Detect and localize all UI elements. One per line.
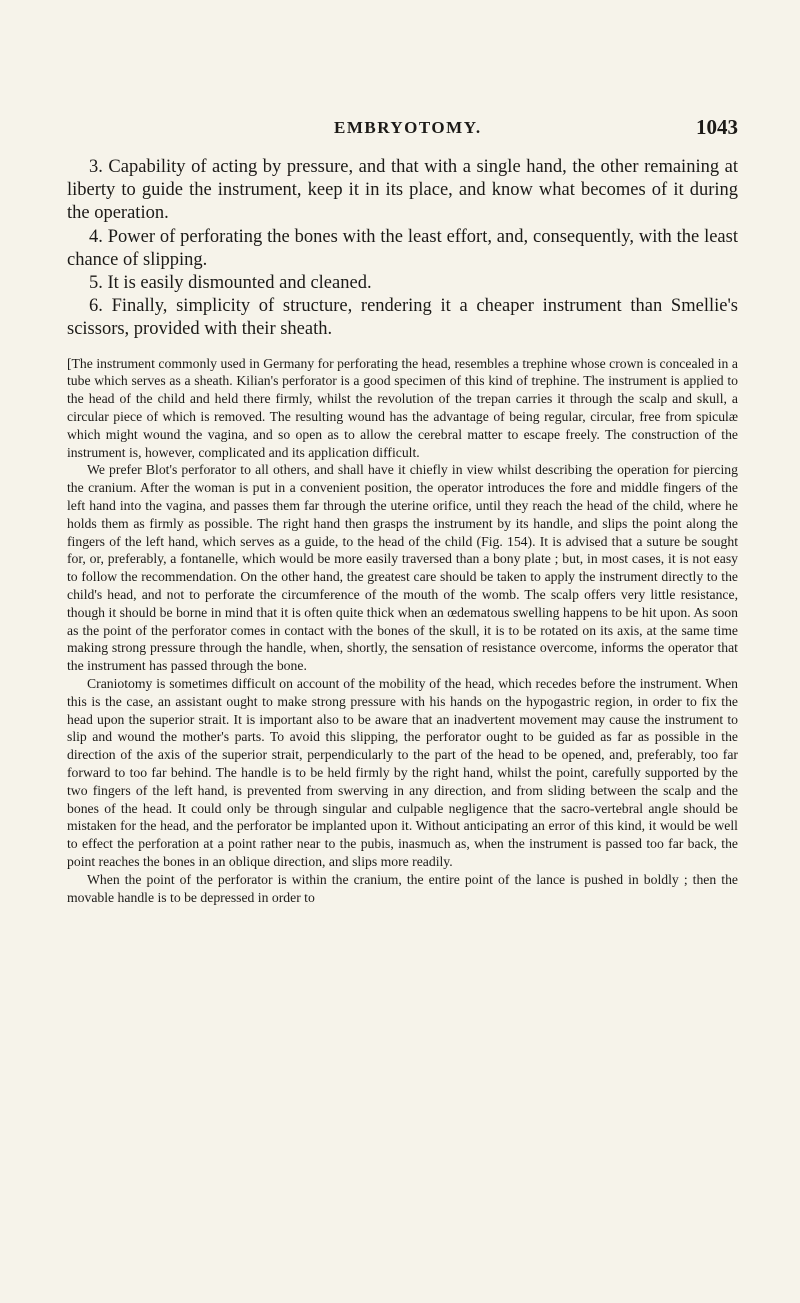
point-5: 5. It is easily dismounted and cleaned. [89, 273, 372, 294]
note-paragraph: Craniotomy is sometimes difficult on account of the mobility of the head, which recedes before the instrument. When this is the case, an assistant ought to make strong pressure with his hands on the hypogastric region, in order to fix the head upon the superior strait. It is important also to be aware that an inadvertent movement may cause the instrument to slip and wound the mother's parts. To avoid this slipping, the perforator ought to be guided as far as possible in the direction of the axis of the superior strait, perpendicularly to the part of the head to be opened, and, preferably, too far forward to too far behind. The handle is to be held firmly by the right hand, whilst the point, carefully supported by the two fingers of the left hand, is prevented from swerving in any direction, and from sliding between the scalp and the bones of the head. It could only be through singular and culpable negligence that the sacro-vertebral angle should be mistaken for the head, and the perforator be implanted upon it. Without anticipating an error of this kind, it would be well to effect the perforation at a point rather near to the pubis, inasmuch as, when the instrument is passed too far back, the point reaches the bones in an oblique direction, and slips more readily. [67, 675, 738, 869]
bracketed-note [67, 355, 738, 907]
note-paragraph: We prefer Blot's perforator to all others, and shall have it chiefly in view whilst describing the operation for piercing the cranium. After the woman is put in a convenient position, the operator introduces the fore and middle fingers of the left hand into the vagina, and passes them far through the uterine orifice, until they reach the head of the child, where he holds them as firmly as possible. The right hand then grasps the instrument by its handle, and slips the point along the fingers of the left hand, which serves as a guide, to the head of the child (Fig. 154). It is advised that a suture be sought for, or, preferably, a fontanelle, which would be more easily traversed than a bony plate ; but, in most cases, it is not easy to follow the recommendation. On the other hand, the greatest care should be taken to apply the instrument directly to the child's head, and not to perforate the circumference of the mouth of the womb. The scalp offers very little resistance, though it should be borne in mind that it is often quite thick when an œdematous swelling happens to be hit upon. As soon as the point of the perforator comes in contact with the bones of the skull, it is to be rotated on its axis, at the same time making strong pressure through the handle, when, shortly, the sensation of resistance overcome, informs the operator that the instrument has passed through the bone. [67, 462, 738, 674]
numbered-points [67, 156, 738, 342]
point-6: 6. Finally, simplicity of structure, rendering it a cheaper instrument than Smellie's scissors, provided with their sheath. [67, 296, 738, 340]
point-3: 3. Capability of acting by pressure, and that with a single hand, the other remaining at liberty to guide the instrument, keep it in its place, and know what becomes of it during the operation. [67, 157, 738, 224]
chapter-title: EMBRYOTOMY. [334, 118, 482, 137]
note-paragraph: [The instrument commonly used in Germany for perforating the head, resembles a trephine whose crown is concealed in a tube which serves as a sheath. Kilian's perforator is a good specimen of this kind of trephine. The instrument is applied to the head of the child and held there firmly, whilst the revolution of the trepan carries it through the scalp and skull, a circular piece of which is removed. The resulting wound has the advantage of being regular, circular, free from spiculæ which might wound the vagina, and so open as to allow the cerebral matter to escape freely. The construction of the instrument is, however, complicated and its application difficult. [67, 355, 738, 460]
note-paragraph: When the point of the perforator is within the cranium, the entire point of the lance is pushed in boldly ; then the movable handle is to be depressed in order to [67, 871, 738, 905]
page-number: 1043 [696, 115, 738, 139]
running-head [67, 115, 738, 156]
point-4: 4. Power of perforating the bones with the least effort, and, consequently, with the least chance of slipping. [67, 226, 738, 270]
